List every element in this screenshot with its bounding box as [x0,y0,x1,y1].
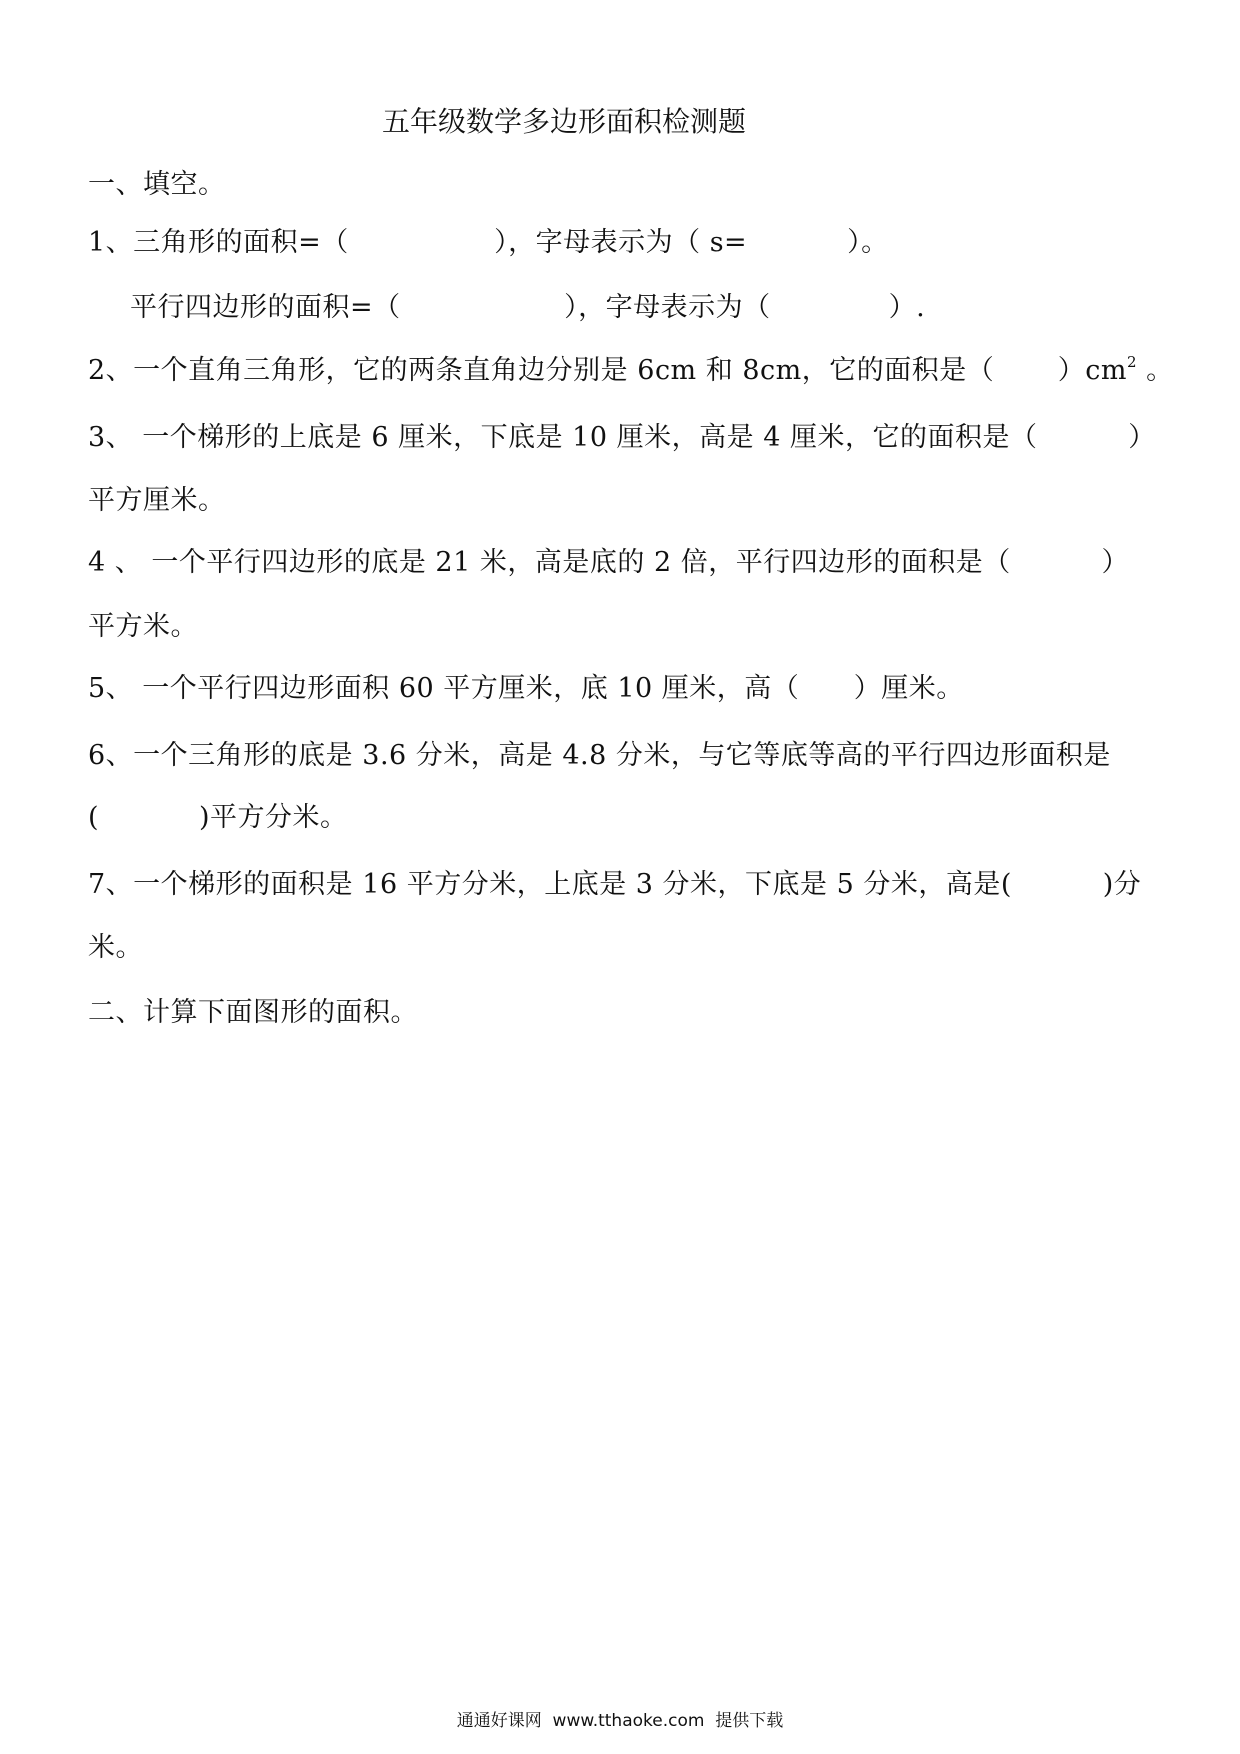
question-1-line-1: 1、三角形的面积=（ ），字母表示为（ s= ）。 [88,227,889,258]
question-6-line-1: 6、一个三角形的底是 3.6 分米，高是 4.8 分米，与它等底等高的平行四边形面积是 [88,740,1111,771]
section2-heading: 二、计算下面图形的面积。 [88,997,418,1028]
question-3-line-1: 3、 一个梯形的上底是 6 厘米，下底是 10 厘米，高是 4 厘米，它的面积是（ ） [88,422,1156,453]
question-7-line-2: 米。 [88,932,143,963]
question-2-superscript: 2 [1127,353,1138,371]
section1-heading: 一、填空。 [88,169,226,200]
question-2 [88,354,1174,388]
question-3-line-2: 平方厘米。 [88,485,226,516]
page-title: 五年级数学多边形面积检测题 [382,105,747,138]
question-4-line-1: 4 、 一个平行四边形的底是 21 米，高是底的 2 倍，平行四边形的面积是（ ） [88,547,1130,578]
question-6-line-2: ( )平方分米。 [88,802,348,833]
question-2-tail: 。 [1137,355,1174,386]
page-footer: 通通好课网 www.tthaoke.com 提供下载 [456,1711,784,1731]
question-4-line-2: 平方米。 [88,611,198,642]
question-1-line-2: 平行四边形的面积=（ ），字母表示为（ ）. [130,292,926,323]
question-7-line-1: 7、一个梯形的面积是 16 平方分米，上底是 3 分米，下底是 5 分米，高是( )分 [88,869,1142,900]
question-2-text: 2、一个直角三角形，它的两条直角边分别是 6cm 和 8cm，它的面积是（ ）cm [88,355,1128,386]
question-5: 5、 一个平行四边形面积 60 平方厘米，底 10 厘米，高（ ）厘米。 [88,673,964,704]
